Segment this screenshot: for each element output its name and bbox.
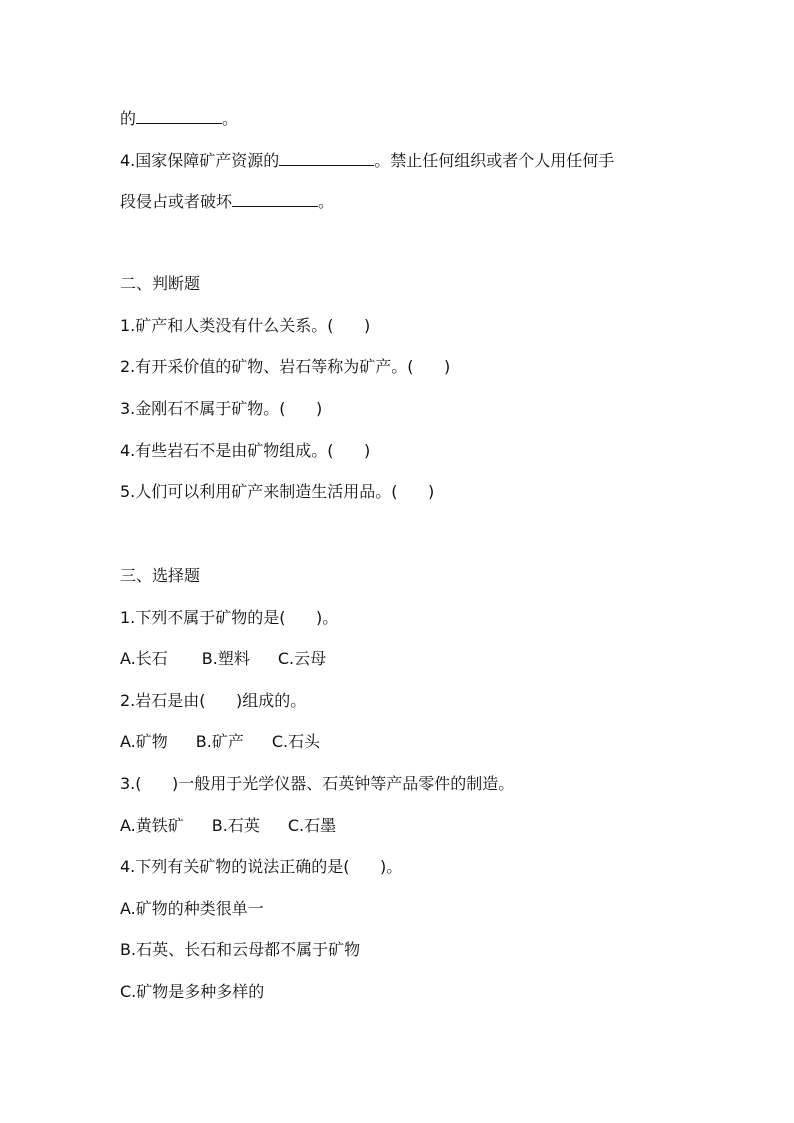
choice-options-1 (120, 648, 326, 670)
answer-paren[interactable]: ( ) (135, 774, 179, 793)
judgement-item-2 (120, 356, 450, 378)
answer-paren[interactable]: ( ) (279, 608, 323, 627)
q4-line2-prefix: 段侵占或者破坏 (120, 192, 233, 211)
choice-option-4b[interactable]: B.石英、长石和云母都不属于矿物 (120, 940, 361, 959)
answer-paren[interactable]: ( ) (279, 399, 323, 418)
option-c[interactable]: C.石墨 (287, 816, 337, 835)
question-text: 组成的。 (242, 691, 307, 710)
question-text: 一般用于光学仪器、石英钟等产品零件的制造。 (178, 774, 515, 793)
fill-blank-q4-line2 (120, 190, 334, 212)
q4-line1-suffix: 。禁止任何组织或者个人用任何手 (374, 151, 615, 170)
question-text: 2.岩石是由 (120, 691, 200, 710)
choice-question-4 (120, 856, 402, 878)
answer-blank[interactable] (279, 149, 374, 166)
question-text: 。 (386, 857, 403, 876)
judgement-item-5 (120, 481, 434, 503)
answer-paren[interactable]: ( ) (391, 482, 435, 501)
judgement-text: 2.有开采价值的矿物、岩石等称为矿产。 (120, 357, 408, 376)
judgement-item-1 (120, 315, 370, 337)
judgement-text: 5.人们可以利用矿产来制造生活用品。 (120, 482, 392, 501)
answer-blank[interactable] (136, 107, 222, 124)
fill-blank-q3-tail (120, 107, 238, 129)
option-b[interactable]: B.矿产 (195, 732, 244, 751)
choice-option-4a[interactable]: A.矿物的种类很单一 (120, 899, 264, 918)
q3-tail-prefix: 的 (120, 109, 137, 128)
answer-paren[interactable]: ( ) (327, 316, 371, 335)
fill-blank-q4-line1 (120, 149, 614, 171)
option-b[interactable]: B.塑料 (201, 649, 250, 668)
option-a[interactable]: A.黄铁矿 (120, 816, 184, 835)
judgement-text: 4.有些岩石不是由矿物组成。 (120, 441, 328, 460)
judgement-text: 3.金刚石不属于矿物。 (120, 399, 280, 418)
judgement-item-3 (120, 398, 322, 420)
q4-line2-suffix: 。 (318, 192, 335, 211)
choice-question-3 (120, 773, 514, 795)
question-text: 4.下列有关矿物的说法正确的是 (120, 857, 344, 876)
option-c[interactable]: C.石头 (271, 732, 321, 751)
choice-question-1 (120, 607, 338, 629)
answer-blank[interactable] (232, 190, 318, 207)
option-a[interactable]: A.长石 (120, 649, 168, 668)
answer-paren[interactable]: ( ) (327, 441, 371, 460)
answer-paren[interactable]: ( ) (407, 357, 451, 376)
q4-line1-prefix: 4.国家保障矿产资源的 (120, 151, 280, 170)
choice-options-3 (120, 815, 336, 837)
q3-tail-suffix: 。 (222, 109, 239, 128)
option-c[interactable]: C.云母 (277, 649, 327, 668)
choice-options-2 (120, 731, 320, 753)
section-heading-judgement: 二、判断题 (120, 274, 201, 293)
choice-option-4c[interactable]: C.矿物是多种多样的 (120, 982, 265, 1001)
judgement-item-4 (120, 440, 370, 462)
option-b[interactable]: B.石英 (211, 816, 260, 835)
question-text: 3. (120, 774, 136, 793)
answer-paren[interactable]: ( ) (199, 691, 243, 710)
judgement-text: 1.矿产和人类没有什么关系。 (120, 316, 328, 335)
option-a[interactable]: A.矿物 (120, 732, 168, 751)
question-text: 。 (322, 608, 339, 627)
choice-question-2 (120, 690, 306, 712)
answer-paren[interactable]: ( ) (343, 857, 387, 876)
question-text: 1.下列不属于矿物的是 (120, 608, 280, 627)
section-heading-choice: 三、选择题 (120, 566, 201, 585)
